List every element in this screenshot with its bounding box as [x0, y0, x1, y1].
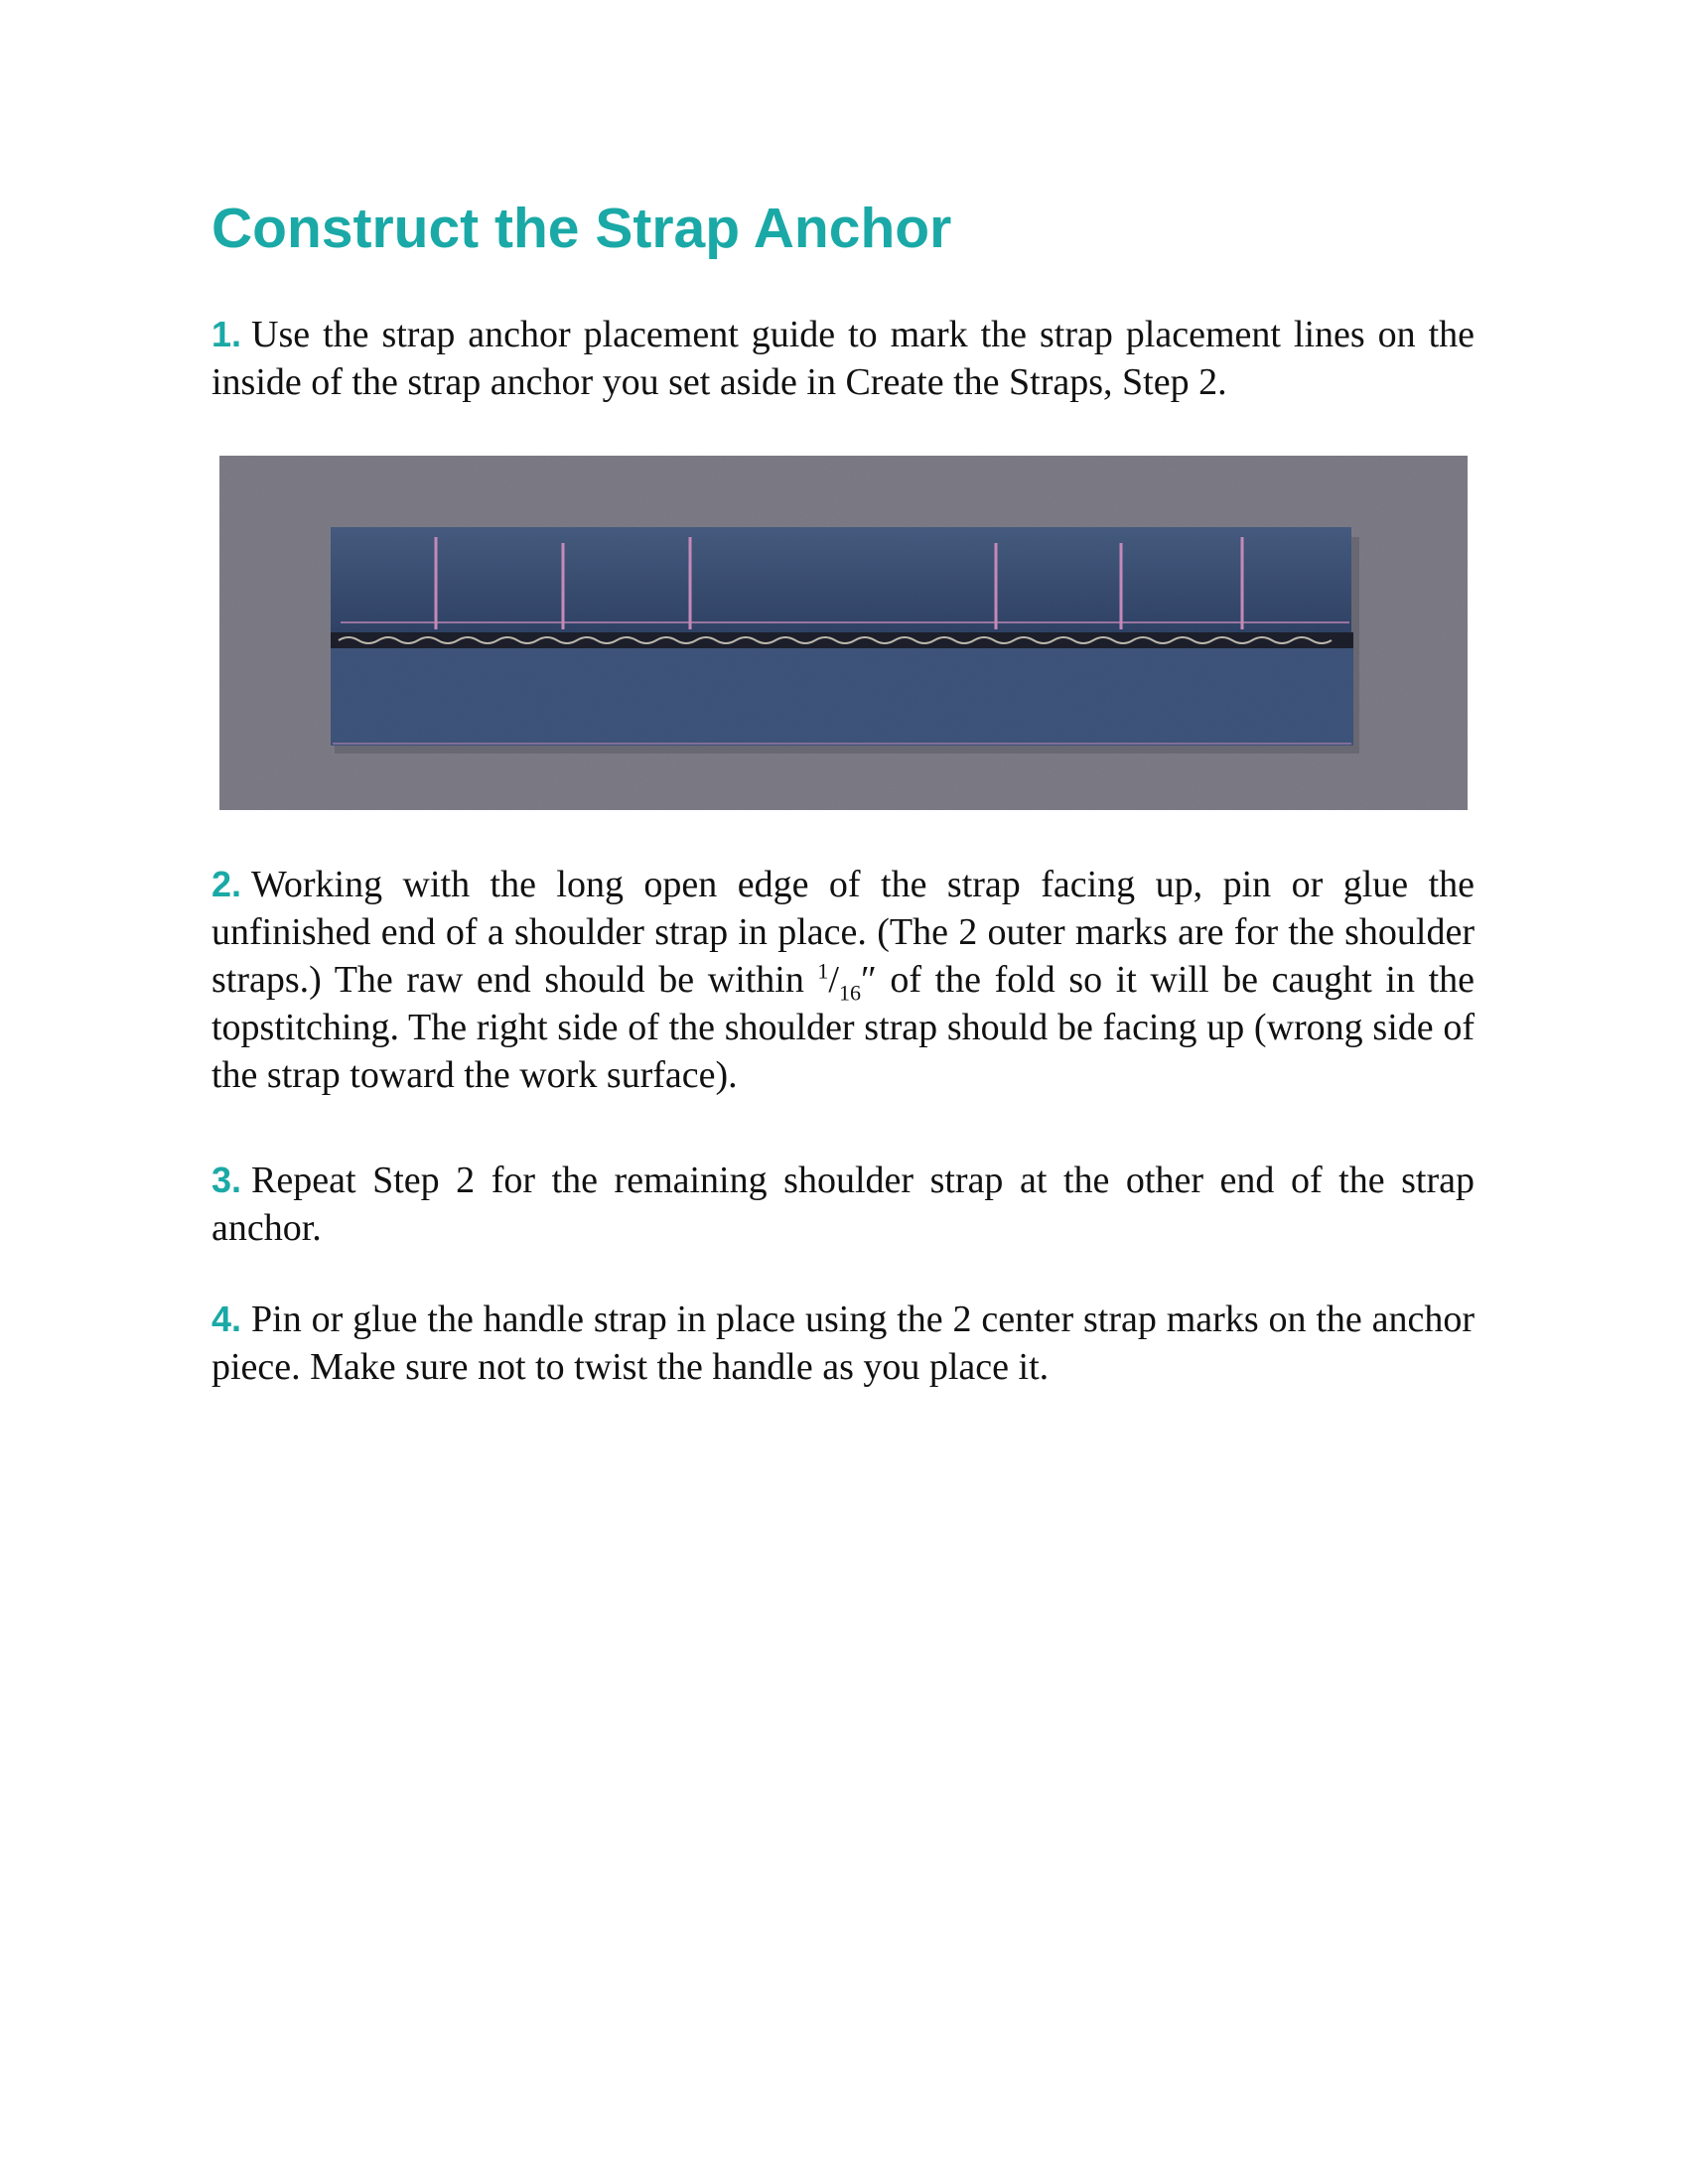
strap-anchor-photo — [219, 456, 1468, 810]
fraction-one-sixteenth — [817, 958, 877, 1006]
step-3-number: 3. — [211, 1160, 242, 1200]
page-title: Construct the Strap Anchor — [211, 197, 952, 260]
step-1-text: Use the strap anchor placement guide to mark the strap placement lines on the inside of the strap anchor you set aside in Create the Straps, Step 2. — [211, 314, 1475, 403]
fraction-slash: / — [828, 959, 839, 1001]
step-2-text-after: of the fold so it will be caught in the topstitching. The right side of the shoulder strap should be facing up (wrong side of the strap toward the work surface). — [211, 959, 1475, 1096]
step-4-text: Pin or glue the handle strap in place using the 2 center strap marks on the anchor piece. Make sure not to twist the handle as you place it. — [211, 1298, 1475, 1388]
strap-anchor-photo-drawing — [219, 456, 1468, 810]
step-4 — [211, 1296, 1475, 1391]
fraction-denominator: 16 — [838, 980, 861, 1006]
step-2-text-before: Working with the long open edge of the strap facing up, pin or glue the unfinished end of a shoulder strap in place. (The 2 outer marks are for the shoulder straps.) The raw end should be within — [211, 864, 1475, 1001]
step-3 — [211, 1157, 1475, 1252]
step-4-number: 4. — [211, 1298, 242, 1339]
step-1 — [211, 311, 1475, 406]
step-1-number: 1. — [211, 314, 242, 354]
step-2-number: 2. — [211, 864, 242, 904]
strap-lower-layer — [331, 646, 1353, 746]
step-3-text: Repeat Step 2 for the remaining shoulder strap at the other end of the strap anchor. — [211, 1160, 1475, 1249]
step-2 — [211, 861, 1475, 1099]
fraction-unit: ″ — [860, 959, 877, 1001]
strap-upper-layer — [331, 527, 1351, 636]
fraction-numerator: 1 — [817, 958, 829, 984]
seam-edge — [331, 632, 1353, 648]
